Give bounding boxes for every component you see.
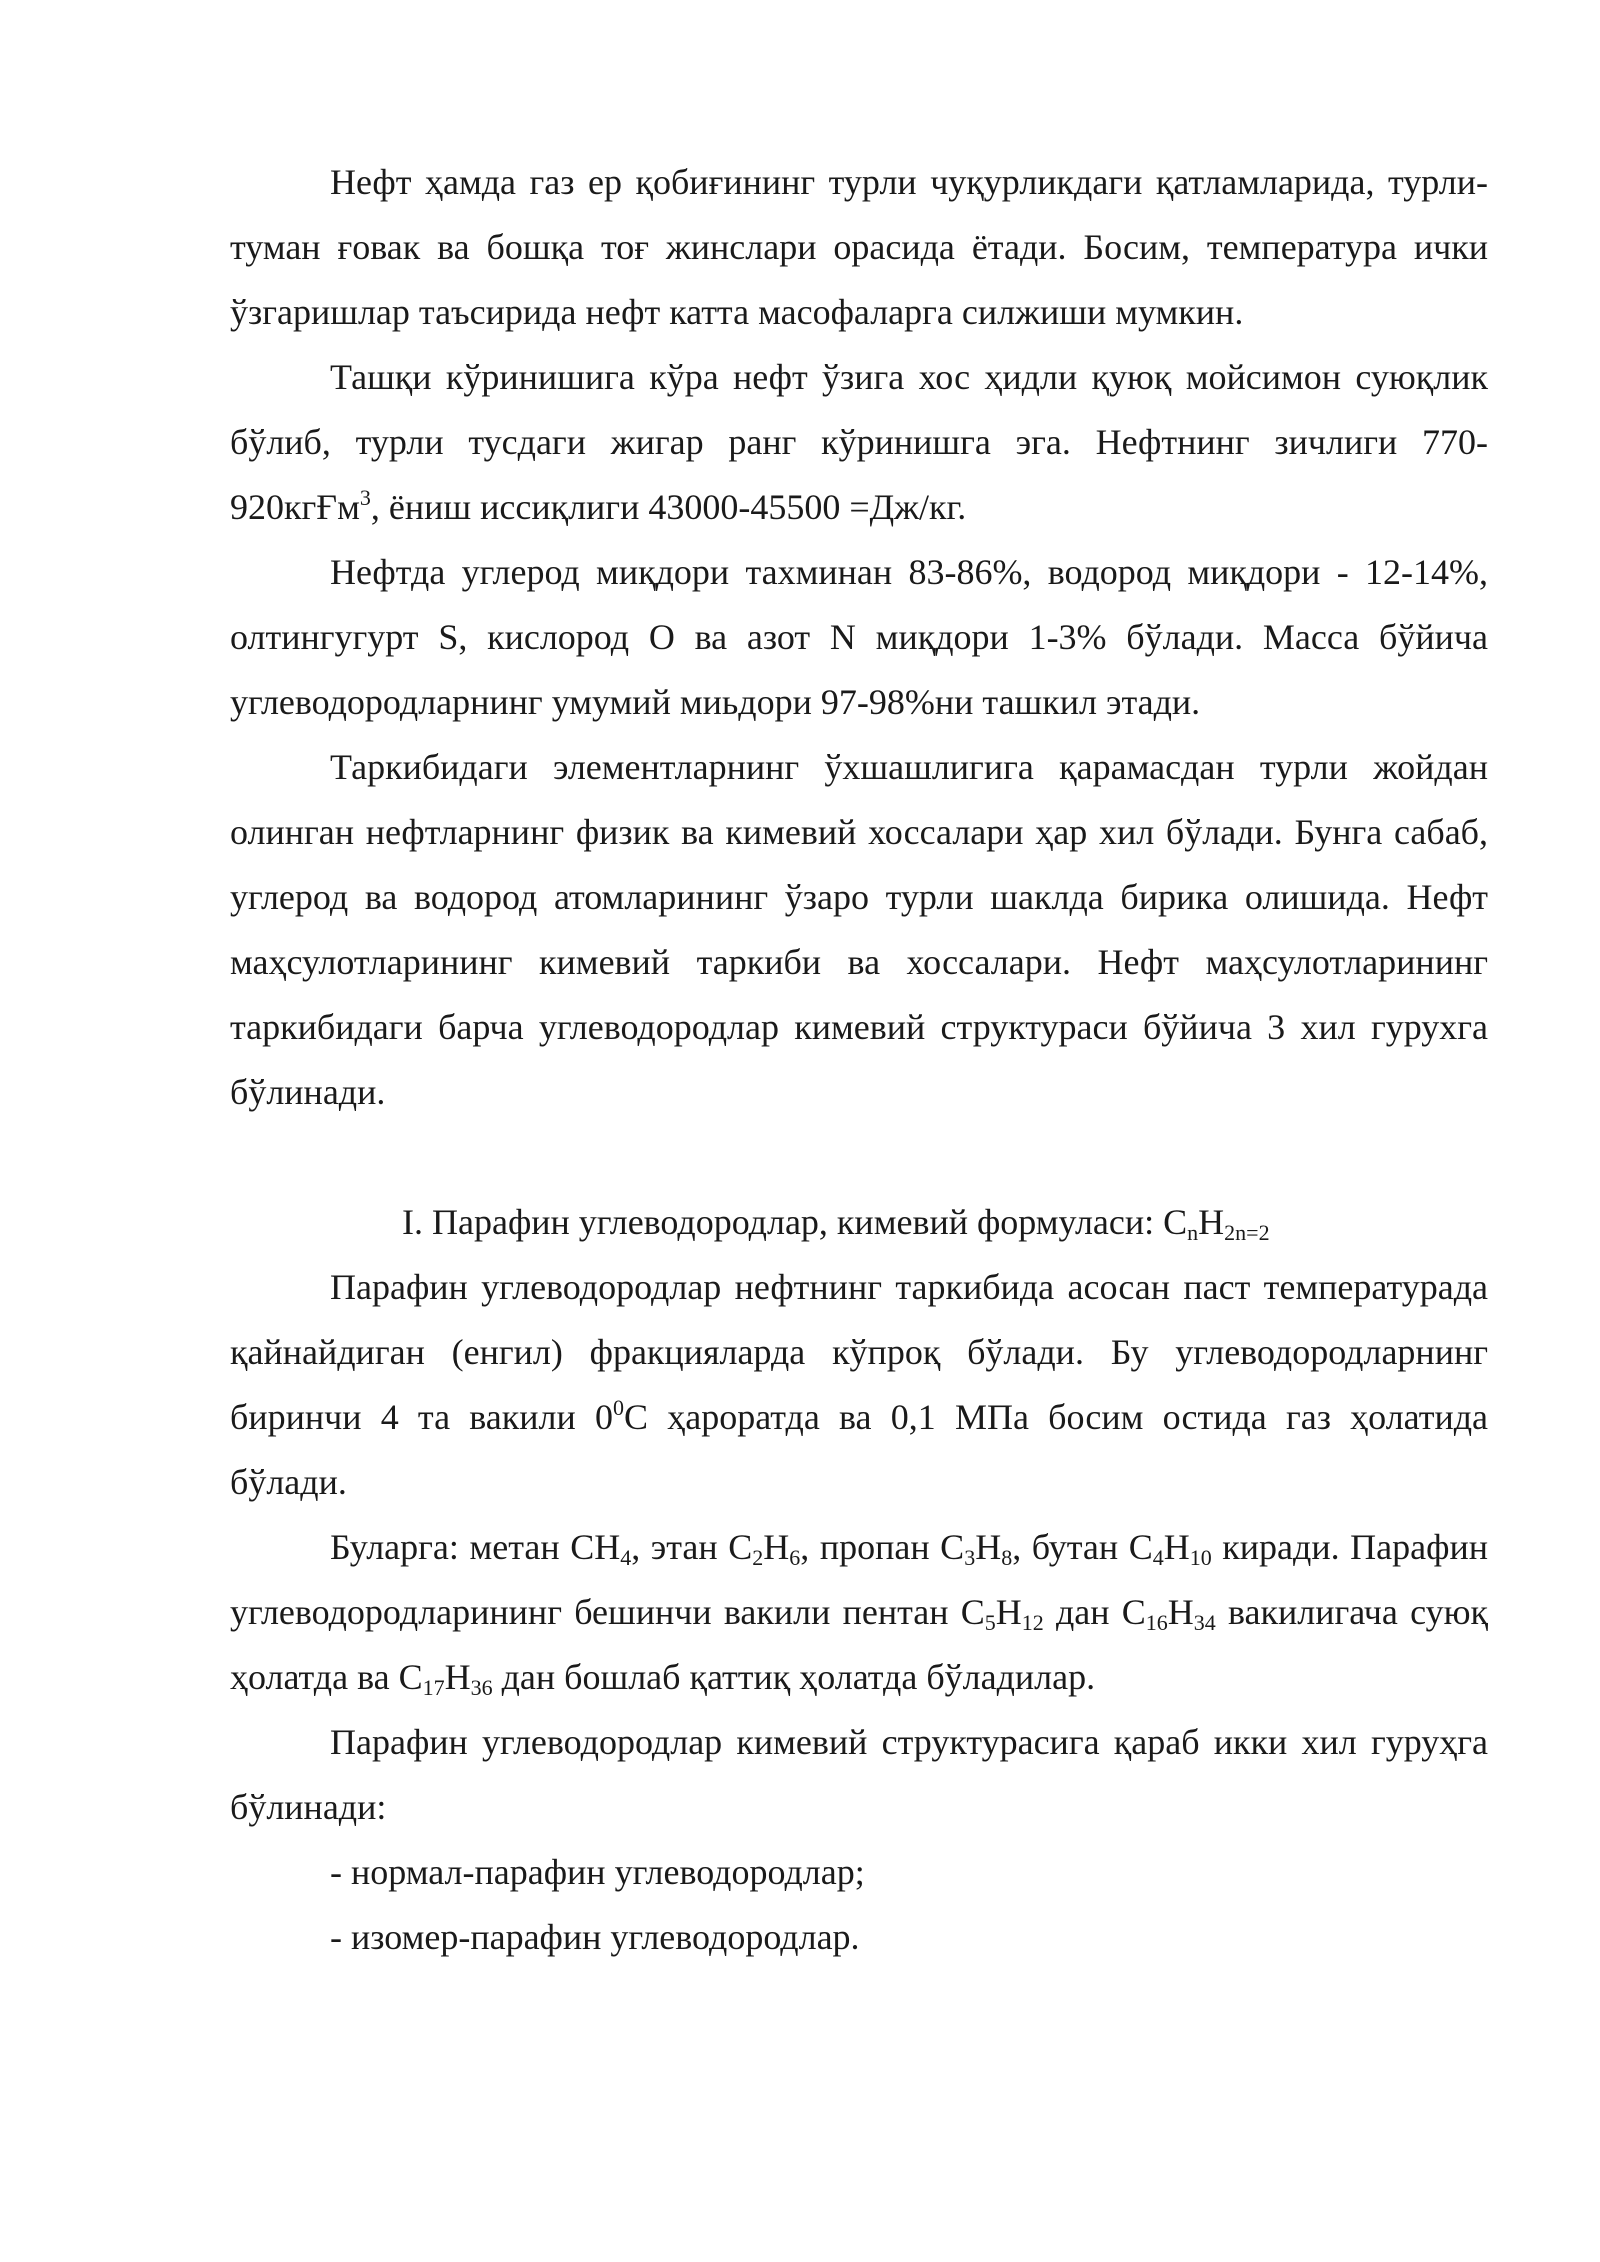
subscript: 4 <box>620 1545 632 1570</box>
paragraph-text: H <box>444 1657 471 1697</box>
heading-text: H <box>1198 1202 1225 1242</box>
paragraph-text: H <box>975 1527 1002 1567</box>
list-item: - нормал-парафин углеводородлар; <box>330 1852 865 1892</box>
paragraph-paraffin-description <box>230 1255 1488 1515</box>
paragraph-text: , этан C <box>631 1527 753 1567</box>
paragraph-text: , ёниш иссиқлиги 43000-45500 =Дж/кг. <box>370 487 967 527</box>
paragraph-text: дан бошлаб қаттиқ ҳолатда бўладилар. <box>492 1657 1096 1697</box>
subscript: 17 <box>422 1675 445 1700</box>
paragraph-text: Буларга: метан CH <box>330 1527 621 1567</box>
subscript: 34 <box>1193 1610 1216 1635</box>
heading-text: I. Парафин углеводородлар, кимевий формуласи: C <box>402 1202 1188 1242</box>
paragraph-text: H <box>763 1527 790 1567</box>
superscript: 0 <box>613 1395 624 1420</box>
paragraph-oil-occurrence: Нефт ҳамда газ ер қобиғининг турли чуқурликдаги қатламларида, турли-туман ғовак ва бошқа тоғ жинслари орасида ётади. Босим, температура ички ўзгаришлар таъсирида нефт катта масофаларга силжиши мумкин. <box>230 162 1488 332</box>
subscript: 36 <box>470 1675 493 1700</box>
subscript: 12 <box>1021 1610 1044 1635</box>
paragraph-oil-composition: Нефтда углерод миқдори тахминан 83-86%, водород миқдори - 12-14%, олтингугурт S, кислород O ва азот N миқдори 1-3% бўлади. Масса бўйича углеводородларнинг умумий миьдори 97-98%ни ташкил этади. <box>230 552 1488 722</box>
paragraph-text: вакилигача суюқ ҳолатда ва C <box>230 1592 1488 1697</box>
subscript: 2n=2 <box>1224 1220 1270 1245</box>
paragraph-text: , пропан C <box>800 1527 965 1567</box>
subscript: 16 <box>1145 1610 1168 1635</box>
paragraph-text: , бутан C <box>1012 1527 1153 1567</box>
superscript: 3 <box>359 485 371 510</box>
paragraph-text: дан C <box>1043 1592 1146 1632</box>
subscript: 5 <box>984 1610 996 1635</box>
section-heading <box>230 1190 1488 1255</box>
paragraph-text: Парафин углеводородлар нефтнинг таркибида асосан паст температурада қайнайдиган (енгил) фракцияларда кўпроқ бўлади. Бу углеводородларнинг биринчи 4 та вакили 0 <box>230 1267 1488 1437</box>
document-body <box>230 150 1488 1970</box>
subscript: 4 <box>1152 1545 1164 1570</box>
paragraph-text: киради. Парафин углеводородларининг бешинчи вакили пентан C <box>230 1527 1488 1632</box>
subscript: 6 <box>789 1545 801 1570</box>
list-item: - изомер-парафин углеводородлар. <box>330 1917 860 1957</box>
paragraph-text: C ҳароратда ва 0,1 МПа босим остида газ ҳолатида бўлади. <box>230 1397 1489 1502</box>
paragraph-oil-appearance <box>230 345 1488 540</box>
paragraph-text: H <box>1163 1527 1190 1567</box>
paragraph-text: Ташқи кўринишига кўра нефт ўзига хос ҳидли қуюқ мойсимон суюқлик бўлиб, турли тусдаги жигар ранг кўринишга эга. Нефтнинг зичлиги 770-920кгҒм <box>230 357 1488 527</box>
subscript: 3 <box>964 1545 976 1570</box>
paragraph-oil-properties: Таркибидаги элементларнинг ўхшашлигига қарамасдан турли жойдан олинган нефтларнинг физик ва кимевий хоссалари ҳар хил бўлади. Бунга сабаб, углерод ва водород атомларининг ўзаро турли шаклда бирика олишида. Нефт маҳсулотларининг кимевий таркиби ва хоссалари. Нефт маҳсулотларининг таркибидаги барча углеводородлар кимевий структураси бўйича 3 хил гурухга бўлинади. <box>230 747 1488 1112</box>
paragraph-paraffin-groups: Парафин углеводородлар кимевий структурасига қараб икки хил гуруҳга бўлинади: <box>230 1722 1488 1827</box>
section-gap <box>230 1125 1488 1190</box>
paragraph-text: H <box>995 1592 1022 1632</box>
subscript: n <box>1187 1220 1199 1245</box>
subscript: 10 <box>1189 1545 1212 1570</box>
subscript: 2 <box>752 1545 764 1570</box>
paragraph-text: H <box>1167 1592 1194 1632</box>
paragraph-paraffin-examples <box>230 1515 1488 1710</box>
subscript: 8 <box>1001 1545 1013 1570</box>
